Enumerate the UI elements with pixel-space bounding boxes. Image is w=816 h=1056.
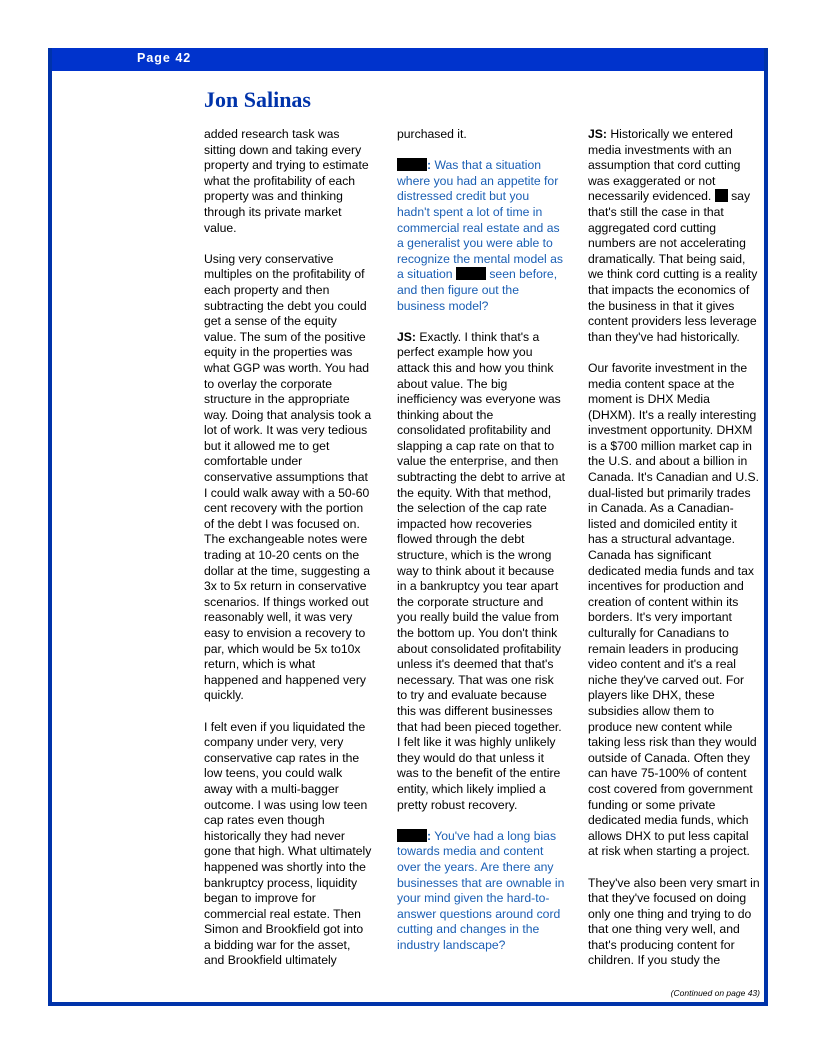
page-number: Page 42 xyxy=(137,51,192,65)
paragraph: They've also been very smart in that they've focused on doing only one thing and trying to do that one thing very well, and that's producing content for children. If you study the xyxy=(588,875,760,968)
question-text: seen before, and then figure out the business model? xyxy=(397,267,558,313)
answer-paragraph xyxy=(588,127,760,345)
redaction-block xyxy=(397,158,427,171)
paragraph: Using very conservative multiples on the profitability of each property and then subtracting the debt you could get a sense of the equity value. The sum of the positive equity in the properties was what GGP was worth. You had to overlay the corporate structure in the appropriate way. Doing that analysis took a lot of work. It was very tedious but it allowed me to get comfortable under conservative assumptions that I could walk away with a 50-60 cent recovery with the portion of the debt I was focused on. The exchangeable notes were trading at 10-20 cents on the dollar at the time, suggesting a 3x to 5x return in conservative scenarios. If things worked out reasonably well, it was very easy to envision a recovery to par, which would be 5x to10x return, which is what happened and happened very quickly. xyxy=(204,251,372,703)
speaker-label: JS: xyxy=(588,127,607,141)
question-text: Was that a situation where you had an appetite for distressed credit but you hadn't spent a lot of time in commercial real estate and as a generalist you were able to recognize the mental model as a situation xyxy=(397,158,563,282)
answer-text: Exactly. I think that's a perfect example how you attack this and how you think about value. The big inefficiency was everyone was thinking about the consolidated profitability and slapping a cap rate on that to value the enterprise, and then subtracting the debt to arrive at the equity. With that method, the selection of the cap rate impacted how recoveries flowed through the debt structure, which is the wrong way to think about it because in a bankruptcy you tear apart the corporate structure and you really build the value from the bottom up. You don't think about consolidated profitability unless it's deemed that that's necessary. That was one risk to try and evaluate because this was different businesses that had been pieced together. I felt like it was highly unlikely they would do that unless it was to the benefit of the entire entity, which likely implied a pretty robust recovery. xyxy=(397,329,566,812)
paragraph: added research task was sitting down and taking every property and trying to estimate what the profitability of each property was and thinking through its private market value. xyxy=(204,127,369,235)
question-colon: : xyxy=(427,158,432,173)
speaker-label: JS: xyxy=(397,329,416,344)
paragraph: purchased it. xyxy=(397,127,467,141)
interviewer-question xyxy=(397,158,565,314)
continued-note: (Continued on page 43) xyxy=(670,988,760,998)
redaction-block xyxy=(456,267,486,280)
paragraph: I felt even if you liquidated the company under very, very conservative cap rates in the low teens, you could walk away with a multi-bagger outcome. I was using low teen cap rates even though historically they had never gone that high. What ultimately happened was shortly into the bankruptcy process, liquidity began to improve for commercial real estate. Then Simon and Brookfield got into a bidding war for the asset, and Brookfield ultimately xyxy=(204,719,372,968)
paragraph: Our favorite investment in the media content space at the moment is DHX Media (DHXM). It's a really interesting investment opportunity. DHXM is a $700 million market cap in the U.S. and about a billion in Canada. It's Canadian and U.S. dual-listed but primarily trades in Canada. As a Canadian-listed and domiciled entity it has a structural advantage. Canada has significant dedicated media funds and tax incentives for production and creation of content within its borders. It's very important culturally for Canadians to remain leaders in producing video content and it's a real niche they've carved out. For players like DHX, these subsidies allow them to produce new content while taking less risk than they would outside of Canada. Often they can have 75-100% of content cost covered from government funding or some private dedicated media funds, which allows DHX to put less capital at risk when starting a project. xyxy=(588,360,760,859)
redaction-block xyxy=(397,829,427,842)
question-colon: : xyxy=(427,828,432,843)
column-1 xyxy=(204,127,372,985)
answer-text: Historically we entered media investments with an assumption that cord cutting was exaggerated or not necessarily evidenced. xyxy=(588,127,741,204)
column-3 xyxy=(588,127,760,985)
answer-text: say that's still the case in that aggregated cord cutting numbers are not accelerating dramatically. That being said, we think cord cutting is a reality that impacts the economics of the business in that it gives content providers less leverage than they've had historically. xyxy=(588,189,758,344)
question-text: You've had a long bias towards media and content over the years. Are there any businesses that are ownable in your mind given the hard-to-answer questions around cord cutting and changes in the industry landscape? xyxy=(397,828,565,952)
answer-paragraph xyxy=(397,330,565,813)
redaction-block xyxy=(715,189,728,202)
interviewer-question xyxy=(397,829,565,954)
author-heading: Jon Salinas xyxy=(204,87,311,112)
column-2 xyxy=(397,127,565,969)
